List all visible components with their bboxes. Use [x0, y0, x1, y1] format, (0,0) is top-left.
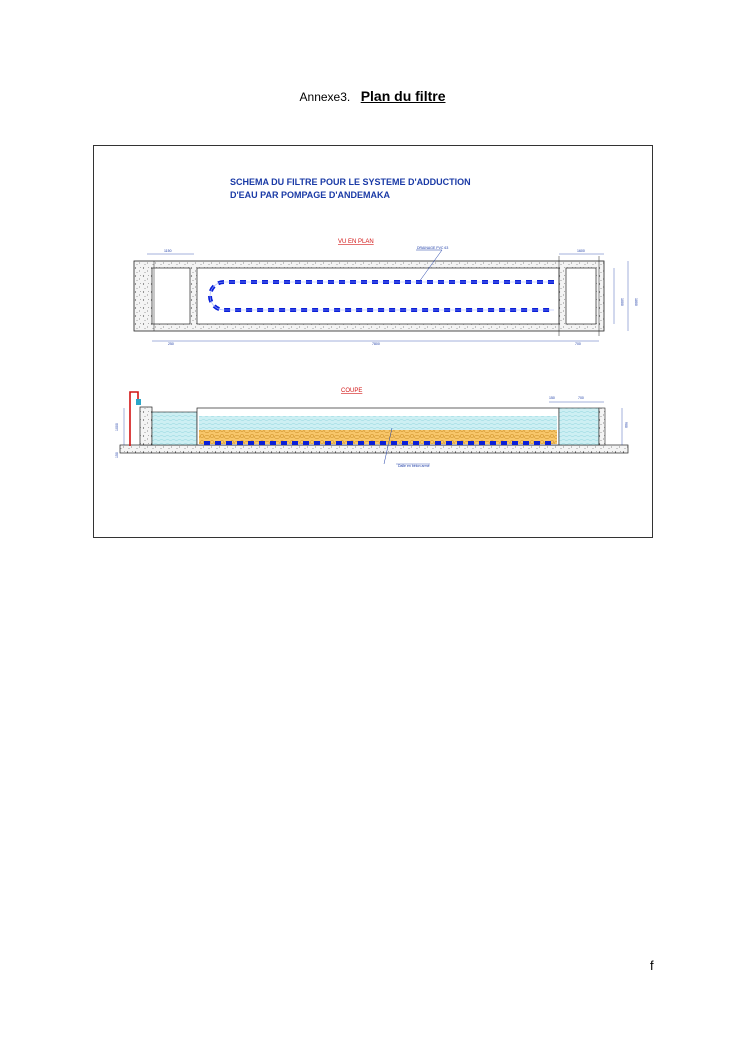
dim-outer-height: 1800	[634, 298, 638, 306]
section-base-slab	[120, 445, 628, 453]
plan-title: Plan du filtre	[360, 88, 446, 104]
drawing-heading-line1: SCHEMA DU FILTRE POUR LE SYSTEME D'ADDUCTION	[230, 177, 471, 187]
section-view	[115, 392, 628, 468]
dim-right-inner: 700	[575, 342, 581, 346]
dim-section-right-a: 150	[549, 396, 555, 400]
filter-drawing	[94, 146, 652, 537]
slab-label: Dalle en béton armé	[398, 464, 430, 468]
dim-section-right-height: 900	[624, 422, 628, 428]
pipe-label: DRAINAGE PVC 63	[417, 246, 449, 250]
dim-filter-length: 7800	[372, 342, 380, 346]
dim-inner-height: 1000	[620, 298, 624, 306]
dim-left-inner: 250	[168, 342, 174, 346]
dim-base: 150	[115, 452, 119, 458]
plan-view	[134, 246, 638, 346]
annex-label: Annexe3.	[299, 90, 351, 104]
plan-left-chamber	[152, 268, 190, 324]
inlet-valve	[136, 399, 141, 405]
dim-right-chamber: 1600	[577, 249, 585, 253]
section-left-wall	[140, 407, 152, 445]
drawing-heading-line2: D'EAU PAR POMPAGE D'ANDEMAKA	[230, 190, 390, 200]
page-title	[0, 88, 745, 106]
dim-section-left-height: 1000	[115, 423, 119, 431]
section-view-label: COUPE	[341, 388, 363, 394]
plan-view-label: VU EN PLAN	[338, 239, 374, 245]
dim-section-right-b: 700	[578, 396, 584, 400]
section-water-layer	[199, 416, 557, 430]
section-left-chamber	[152, 412, 197, 445]
page-number: f	[650, 958, 654, 973]
section-right-chamber	[559, 408, 599, 445]
dim-left-chamber: 1150	[164, 249, 172, 253]
section-right-wall	[599, 408, 605, 445]
plan-filter-basin	[197, 268, 559, 324]
plan-right-chamber	[566, 268, 596, 324]
drawing-frame	[93, 145, 653, 538]
